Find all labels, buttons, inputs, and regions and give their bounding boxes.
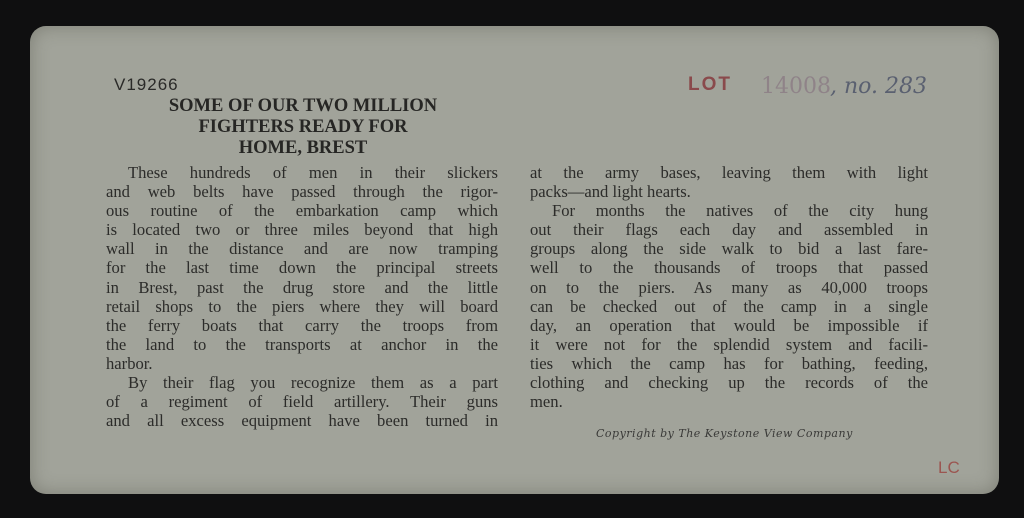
text-line: of a regiment of field artillery. Their guns xyxy=(106,392,498,412)
text-line: clothing and checking up the records of the xyxy=(530,373,928,393)
text-line: For months the natives of the city hung xyxy=(552,201,928,221)
text-line: out their flags each day and assembled in xyxy=(530,220,928,240)
text-line: and all excess equipment have been turned in xyxy=(106,411,498,431)
text-line: men. xyxy=(530,392,563,412)
text-line: in Brest, past the drug store and the little xyxy=(106,277,498,297)
text-line: ous routine of the embarkation camp which xyxy=(106,201,498,221)
text-line: wall in the distance and are now tramping xyxy=(106,239,498,259)
text-line: By their flag you recognize them as a part xyxy=(128,373,498,393)
left-text-column xyxy=(106,163,498,430)
text-line: and web belts have passed through the rigor- xyxy=(106,182,498,202)
text-line: groups along the side walk to bid a last fare- xyxy=(530,239,928,259)
text-line: is located two or three miles beyond that high xyxy=(106,220,498,240)
handwritten-catalog-number: , no. 283 xyxy=(830,74,927,99)
lot-stamp-label: LOT xyxy=(688,74,732,95)
text-line: ties which the camp has for bathing, feeding, xyxy=(530,353,928,373)
text-line: day, an operation that would be impossible if xyxy=(530,315,928,335)
text-line: the land to the transports at anchor in the xyxy=(106,334,498,354)
lot-stamp-number: 14008 xyxy=(761,74,831,99)
library-of-congress-mark: LC xyxy=(938,458,960,477)
card-title: SOME OF OUR TWO MILLION FIGHTERS READY FOR HOME, BREST xyxy=(168,96,438,158)
text-line: harbor. xyxy=(106,353,153,373)
text-line: the ferry boats that carry the troops from xyxy=(106,315,498,335)
text-line: on to the piers. As many as 40,000 troops xyxy=(530,277,928,297)
text-line: These hundreds of men in their slickers xyxy=(128,163,498,182)
text-line: it were not for the splendid system and facili- xyxy=(530,334,928,354)
copyright-notice: Copyright by The Keystone View Company xyxy=(596,427,853,440)
view-number: V19266 xyxy=(114,75,179,94)
text-line: can be checked out of the camp in a single xyxy=(530,296,928,316)
text-line: packs—and light hearts. xyxy=(530,182,691,202)
text-line: retail shops to the piers where they will board xyxy=(106,296,498,316)
right-text-column xyxy=(530,163,928,411)
text-line: at the army bases, leaving them with light xyxy=(530,163,928,182)
text-line: for the last time down the principal streets xyxy=(106,258,498,278)
text-line: well to the thousands of troops that passed xyxy=(530,258,928,278)
